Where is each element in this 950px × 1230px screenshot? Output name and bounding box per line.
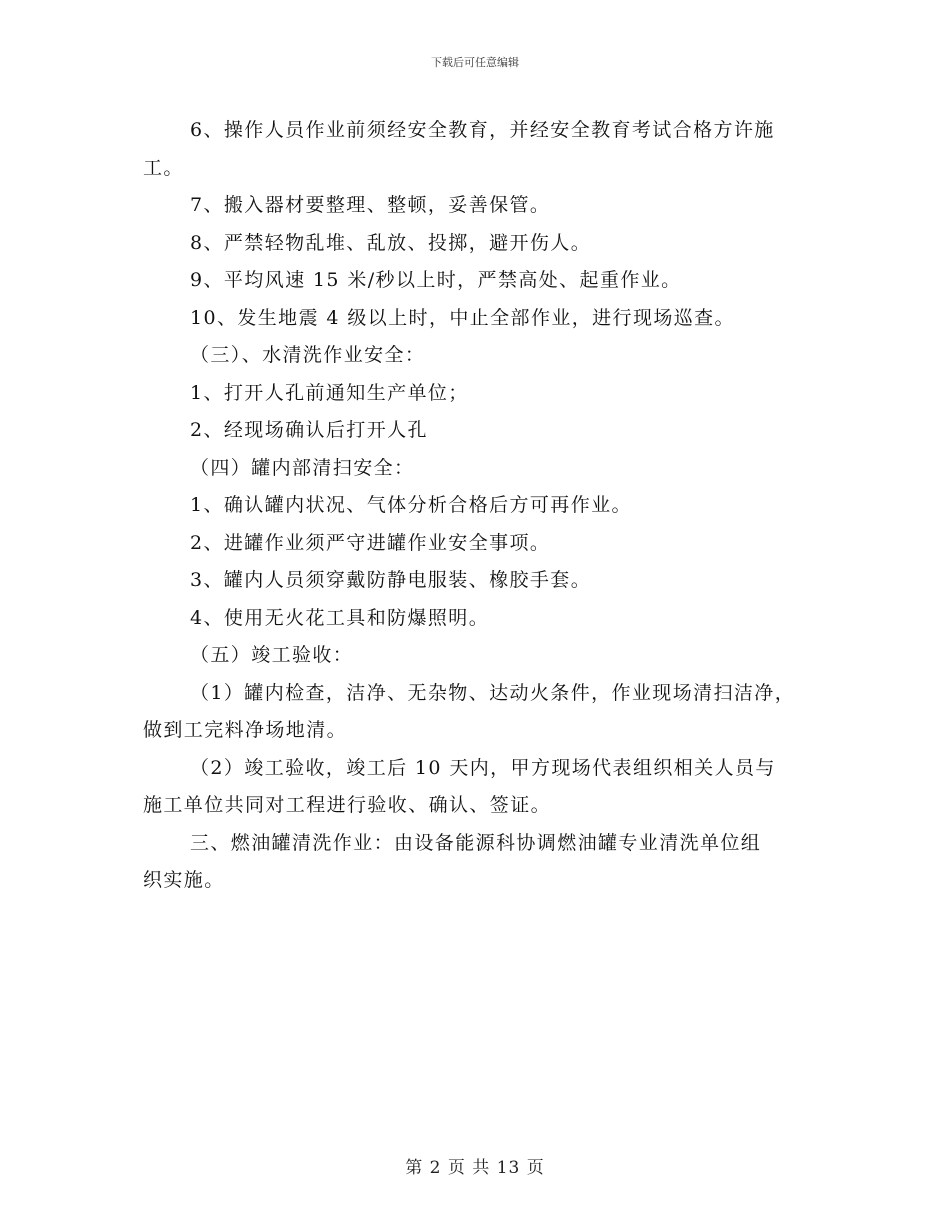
paragraph-line: 2、经现场确认后打开人孔 — [190, 419, 428, 441]
page-header-note: 下载后可任意编辑 — [431, 56, 519, 69]
paragraph-line: 8、严禁轻物乱堆、乱放、投掷，避开伤人。 — [190, 231, 592, 254]
paragraph-line: （1）罐内检查，洁净、无杂物、达动火条件，作业现场清扫洁净， — [190, 681, 796, 704]
paragraph-line: 做到工完料净场地清。 — [143, 719, 348, 741]
paragraph-line: （2）竣工验收，竣工后 10 天内，甲方现场代表组织相关人员与 — [190, 756, 776, 779]
paragraph-line: 3、罐内人员须穿戴防静电服装、橡胶手套。 — [190, 569, 592, 591]
paragraph-line: 织实施。 — [143, 869, 225, 891]
paragraph-line: 1、打开人孔前通知生产单位； — [190, 381, 469, 404]
paragraph-line: 施工单位共同对工程进行验收、确认、签证。 — [143, 794, 552, 816]
section-heading: （五）竣工验收： — [190, 644, 354, 666]
section-heading: （四）罐内部清扫安全： — [190, 456, 415, 479]
document-body — [143, 112, 811, 900]
section-heading: （三）、水清洗作业安全： — [190, 344, 426, 366]
paragraph-line: 7、搬入器材要整理、整顿，妥善保管。 — [190, 194, 551, 216]
paragraph-line: 9、平均风速 15 米/秒以上时，严禁高处、起重作业。 — [190, 269, 682, 291]
paragraph-line: 工。 — [143, 156, 184, 179]
paragraph-line: 4、使用无火花工具和防爆照明。 — [190, 606, 490, 629]
paragraph-line: 1、确认罐内状况、气体分析合格后方可再作业。 — [190, 494, 632, 516]
paragraph-line: 2、进罐作业须严守进罐作业安全事项。 — [190, 531, 551, 554]
paragraph-line: 6、操作人员作业前须经安全教育，并经安全教育考试合格方许施 — [190, 119, 775, 141]
page-number-footer: 第 2 页 共 13 页 — [405, 1158, 545, 1178]
section-heading: 三、燃油罐清洗作业：由设备能源科协调燃油罐专业清洗单位组 — [190, 831, 762, 854]
paragraph-line: 10、发生地震 4 级以上时，中止全部作业，进行现场巡查。 — [190, 306, 735, 329]
